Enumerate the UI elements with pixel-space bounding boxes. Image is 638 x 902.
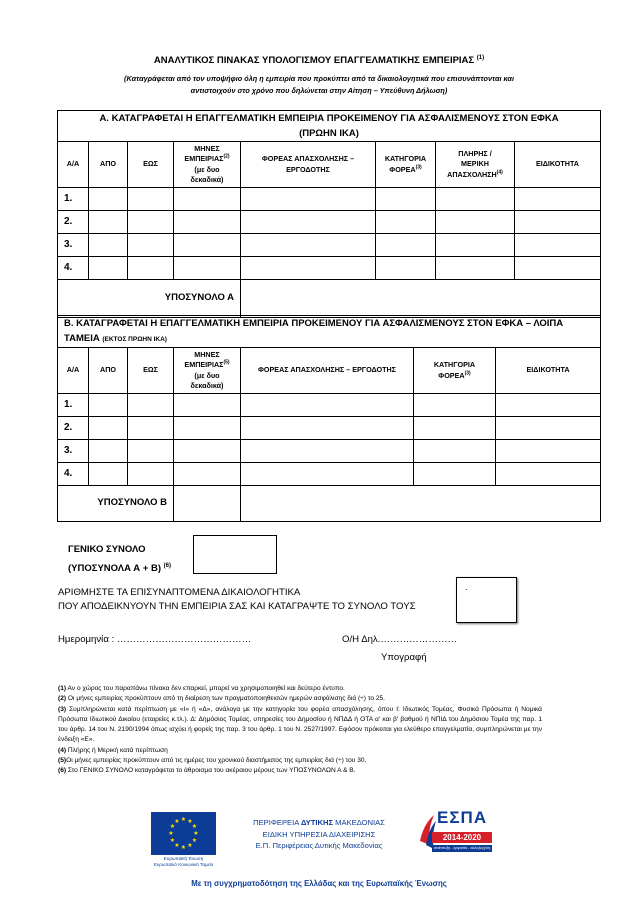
col-aa-header: Α/Α: [58, 142, 89, 188]
table-row: 2.: [58, 211, 601, 234]
table-row: 3.: [58, 440, 601, 463]
svg-text:★: ★: [174, 818, 180, 825]
subtotal-a-row: [58, 280, 601, 318]
section-a-table: [57, 110, 601, 318]
svg-text:★: ★: [193, 830, 199, 837]
svg-text:★: ★: [187, 842, 193, 849]
declarant-field[interactable]: Ο/Η Δηλ.……………………: [342, 634, 458, 645]
subtotal-b-value[interactable]: [241, 486, 601, 522]
section-a-header-row: [58, 142, 601, 188]
espa-years: 2014-2020: [432, 832, 492, 843]
table-row: 4.: [58, 463, 601, 486]
svg-text:★: ★: [180, 816, 187, 823]
footnote: (5)Οι μήνες εμπειρίας προκύπτουν από τις ημέρες του χρονικού διαστήματος της εμπειρίας διά (÷) του 30.: [58, 757, 367, 765]
svg-text:★: ★: [191, 823, 198, 830]
table-row: 1.: [58, 188, 601, 211]
grand-total-label: ΓΕΝΙΚΟ ΣΥΝΟΛΟ (ΥΠΟΣΥΝΟΛΑ Α + Β) $^{(6)}$: [68, 544, 171, 575]
cofunding-footer: Με τη συγχρηματοδότηση της Ελλάδας και της Ευρωπαϊκής Ένωσης: [191, 879, 447, 888]
espa-tagline: ανάπτυξη - εργασία - αλληλεγγύη: [433, 846, 491, 850]
footnotes: [58, 684, 542, 777]
table-row: 4.: [58, 257, 601, 280]
section-b-table: [57, 315, 601, 522]
footnote: (6) Στο ΓΕΝΙΚΟ ΣΥΝΟΛΟ καταγράφεται το άθροισμα του ακέραιου μέρους των ΥΠΟΣΥΝΟΛΩΝ Α & Β.: [58, 767, 356, 775]
col-category-header: ΚΑΤΗΓΟΡΙΑ ΦΟΡΕΑ$^{(3)}$: [376, 142, 436, 188]
subtotal-b-months[interactable]: [174, 486, 241, 522]
col-months-header: ΜΗΝΕΣ ΕΜΠΕΙΡΙΑΣ$^{(5)}$ (με δυο δεκαδικά): [174, 348, 241, 394]
documents-instruction: ΑΡΙΘΜΗΣΤΕ ΤΑ ΕΠΙΣΥΝΑΠΤΟΜΕΝΑ ΔΙΚΑΙΟΛΟΓΗΤΙΚΑ ΠΟΥ ΑΠΟΔΕΙΚΝΥΟΥΝ ΤΗΝ ΕΜΠΕΙΡΙΑ ΣΑΣ ΚΑΙ ΚΑΤΑΓΡΑΨΤΕ ΤΟ ΣΥΝΟΛΟ ΤΟΥΣ: [58, 587, 416, 612]
footnote: (4) Πλήρης ή Μερική κατά περίπτωση: [58, 746, 168, 754]
date-field[interactable]: Ημερομηνία : ……………………………………: [58, 634, 252, 645]
col-to-header: ΕΩΣ: [128, 348, 174, 394]
svg-text:★: ★: [180, 844, 187, 851]
documents-count-box[interactable]: .: [456, 577, 517, 623]
subtotal-a-value[interactable]: [241, 280, 601, 318]
section-b-title: Β. ΚΑΤΑΓΡΑΦΕΤΑΙ Η ΕΠΑΓΓΕΛΜΑΤΙΚΗ ΕΜΠΕΙΡΙΑ ΠΡΟΚΕΙΜΕΝΟΥ ΓΙΑ ΑΣΦΑΛΙΣΜΕΝΟΥΣ ΣΤΟΝ ΕΦΚΑ – ΛΟΙΠΑ ΤΑΜΕΙΑ (ΕΚΤΟΣ ΠΡΩΗΝ ΙΚΑ): [58, 316, 601, 348]
eu-caption: Ευρωπαϊκή Ένωση Ευρωπαϊκό Κοινωνικό Ταμείο: [153, 856, 214, 867]
svg-text:★: ★: [169, 837, 176, 844]
col-employment-header: ΠΛΗΡΗΣ / ΜΕΡΙΚΗ ΑΠΑΣΧΟΛΗΣΗ$^{(4)}$: [436, 142, 515, 188]
col-aa-header: Α/Α: [58, 348, 89, 394]
col-to-header: ΕΩΣ: [128, 142, 174, 188]
col-from-header: ΑΠΟ: [89, 348, 128, 394]
espa-logo: ΕΣΠΑ: [437, 808, 488, 827]
page-subtitle: (Καταγράφεται από τον υποψήφιο όλη η εμπειρία που προκύπτει από τα δικαιολογητικά που επισυνάπτονται και αντιστοιχούν στο χρόνο που δηλώνεται στην Αίτηση – Υπεύθυνη Δήλωση): [124, 74, 514, 95]
table-row: 2.: [58, 417, 601, 440]
col-category-header: ΚΑΤΗΓΟΡΙΑ ΦΟΡΕΑ$^{(3)}$: [414, 348, 496, 394]
col-from-header: ΑΠΟ: [89, 142, 128, 188]
svg-text:★: ★: [169, 823, 176, 830]
table-row: 1.: [58, 394, 601, 417]
footnote: (2) Οι μήνες εμπειρίας προκύπτουν από τη διαίρεση των πραγματοποιηθεισών ημερών ασφάλισης διά (÷) το 25.: [58, 695, 386, 703]
footnote: (3) Συμπληρώνεται κατά περίπτωση με «Ι» ή «Δ», ανάλογα με την κατηγορία του φορέα απασχόλησης, όπου Ι: Ιδιωτικός Τομέας, Φυσικά Πρόσωπα ή Νομικά Πρόσωπα Ιδιωτικού Δικαίου (εταιρείες κ.τλ.). Δ: Δημόσιος Τομέας, υπηρεσίες του Δημοσίου ή ΝΠΔΔ ή ΟΤΑ α' και β' βαθμού ή ΝΠΙΔ του Δημόσιου Τομέα της παρ. 1 του άρθρ. 14 του Ν. 2190/1994 όπως ισχύει ή φορείς της παρ. 3 του άρθρ. 1 του Ν. 2527/1997. Εφόσον πρόκειται για ελεύθερο επαγγελματία, συμπληρώνεται με την ένδειξη «Ε».: [58, 705, 542, 744]
col-employer-header: ΦΟΡΕΑΣ ΑΠΑΣΧΟΛΗΣΗΣ – ΕΡΓΟΔΟΤΗΣ: [241, 348, 414, 394]
col-months-header: ΜΗΝΕΣ ΕΜΠΕΙΡΙΑΣ$^{(2)}$ (με δυο δεκαδικά): [174, 142, 241, 188]
section-a-title: Α. ΚΑΤΑΓΡΑΦΕΤΑΙ Η ΕΠΑΓΓΕΛΜΑΤΙΚΗ ΕΜΠΕΙΡΙΑ ΠΡΟΚΕΙΜΕΝΟΥ ΓΙΑ ΑΣΦΑΛΙΣΜΕΝΟΥΣ ΣΤΟΝ ΕΦΚΑ (ΠΡΩΗΝ ΙΚΑ): [58, 111, 601, 142]
col-specialty-header: ΕΙΔΙΚΟΤΗΤΑ: [496, 348, 601, 394]
subtotal-b-label: ΥΠΟΣΥΝΟΛΟ Β: [58, 486, 174, 522]
col-employer-header: ΦΟΡΕΑΣ ΑΠΑΣΧΟΛΗΣΗΣ – ΕΡΓΟΔΟΤΗΣ: [241, 142, 376, 188]
subtotal-b-row: [58, 486, 601, 522]
footnote: (1) Αν ο χώρος του παραπάνω πίνακα δεν επαρκεί, μπορεί να χρησιμοποιηθεί και δεύτερο έντυπο.: [58, 685, 345, 692]
svg-text:★: ★: [187, 818, 193, 825]
col-specialty-header: ΕΙΔΙΚΟΤΗΤΑ: [515, 142, 601, 188]
subtotal-a-label: ΥΠΟΣΥΝΟΛΟ Α: [58, 280, 241, 318]
eu-flag-logo: [151, 812, 216, 855]
page-title: ΑΝΑΛΥΤΙΚΟΣ ΠΙΝΑΚΑΣ ΥΠΟΛΟΓΙΣΜΟΥ ΕΠΑΓΓΕΛΜΑΤΙΚΗΣ ΕΜΠΕΙΡΙΑΣ $^{(1)}$: [153, 55, 485, 67]
svg-text:★: ★: [174, 842, 180, 849]
region-logo-text: ΠΕΡΙΦΕΡΕΙΑ ΔΥΤΙΚΗΣ ΜΑΚΕΔΟΝΙΑΣ ΕΙΔΙΚΗ ΥΠΗΡΕΣΙΑ ΔΙΑΧΕΙΡΙΣΗΣ Ε.Π. Περιφέρειας Δυτικής Μακεδονίας: [253, 818, 385, 850]
eu-stars-icon: [151, 812, 216, 855]
grand-total-box[interactable]: [193, 535, 277, 574]
signature-label: Υπογραφή: [381, 652, 427, 663]
svg-text:★: ★: [191, 837, 198, 844]
table-row: 3.: [58, 234, 601, 257]
svg-text:★: ★: [168, 830, 174, 837]
section-b-header-row: [58, 348, 601, 394]
